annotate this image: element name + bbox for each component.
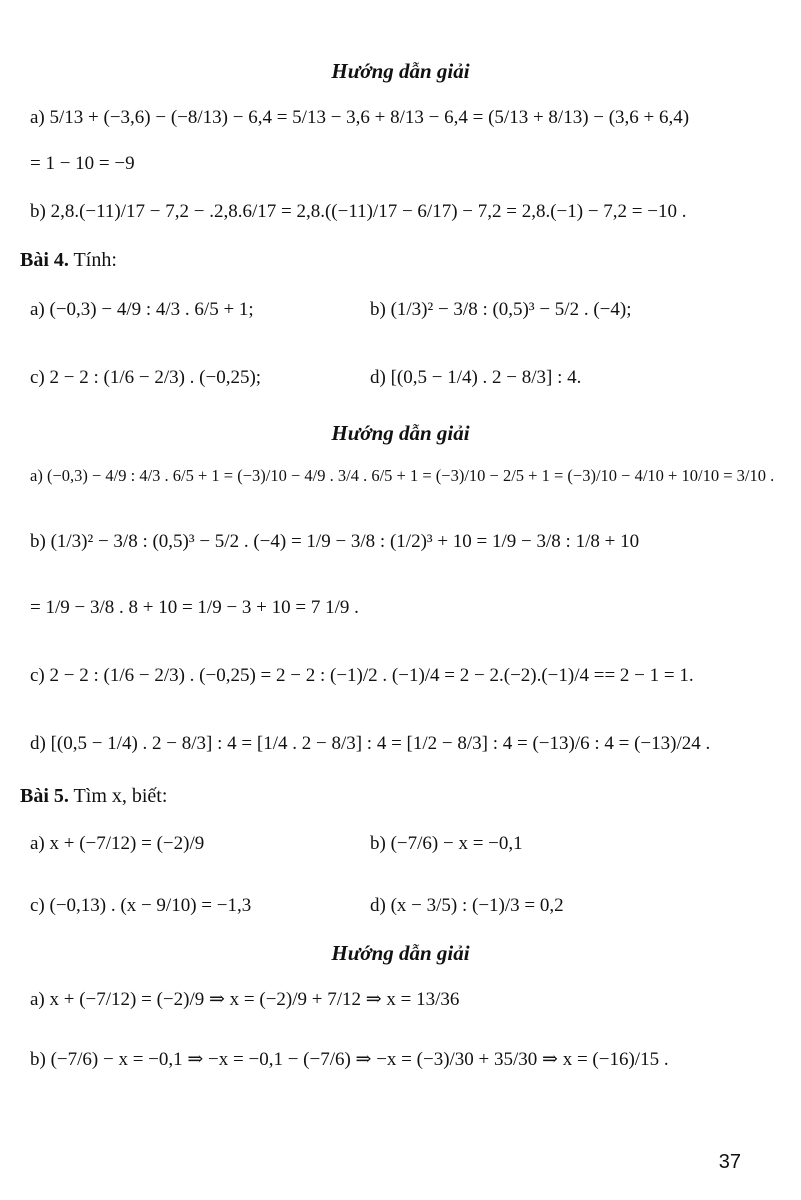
problem-5a: a) x + (−7/12) = (−2)/9 — [30, 833, 205, 854]
exercise-5-instruction: Tìm x, biết: — [68, 785, 168, 807]
solution-heading: Hướng dẫn giải — [331, 59, 470, 83]
solution-3b: b) 2,8.(−11)/17 − 7,2 − .2,8.6/17 = 2,8.((−11)/17 − 6/17) − 7,2 = 2,8.(−1) − 7,2 = −10 . — [30, 201, 687, 222]
solution-4b-line2: = 1/9 − 3/8 . 8 + 10 = 1/9 − 3 + 10 = 7 1/9 . — [30, 597, 359, 618]
solution-4b-line1: b) (1/3)² − 3/8 : (0,5)³ − 5/2 . (−4) = 1/9 − 3/8 : (1/2)³ + 10 = 1/9 − 3/8 : 1/8 + 10 — [30, 531, 640, 552]
exercise-4-label: Bài 4. — [20, 249, 69, 271]
problem-5d: d) (x − 3/5) : (−1)/3 = 0,2 — [370, 895, 564, 916]
problem-4d: d) [(0,5 − 1/4) . 2 − 8/3] : 4. — [370, 367, 582, 388]
solution-heading: Hướng dẫn giải — [331, 941, 470, 965]
problem-4b: b) (1/3)² − 3/8 : (0,5)³ − 5/2 . (−4); — [370, 299, 632, 320]
problem-5c: c) (−0,13) . (x − 9/10) = −1,3 — [30, 895, 252, 916]
page-number: 37 — [718, 1151, 741, 1173]
solution-4d: d) [(0,5 − 1/4) . 2 − 8/3] : 4 = [1/4 . 2 − 8/3] : 4 = [1/2 − 8/3] : 4 = (−13)/6 : 4 = (−13)/24 . — [30, 733, 711, 754]
solution-5a: a) x + (−7/12) = (−2)/9 ⇒ x = (−2)/9 + 7/12 ⇒ x = 13/36 — [30, 989, 460, 1010]
exercise-4-title — [20, 248, 117, 272]
solution-4a: a) (−0,3) − 4/9 : 4/3 . 6/5 + 1 = (−3)/10 − 4/9 . 3/4 . 6/5 + 1 = (−3)/10 − 2/5 + 1 = (−3)/10 − 4/10 + 10/10 = 3/10 . — [30, 466, 775, 485]
solution-heading: Hướng dẫn giải — [331, 421, 470, 445]
exercise-5-label: Bài 5. — [20, 785, 69, 807]
exercise-5-title — [20, 784, 167, 808]
solution-3a-line2: = 1 − 10 = −9 — [30, 153, 135, 174]
problem-4c: c) 2 − 2 : (1/6 − 2/3) . (−0,25); — [30, 367, 262, 388]
exercise-4-instruction: Tính: — [68, 249, 117, 271]
solution-4c: c) 2 − 2 : (1/6 − 2/3) . (−0,25) = 2 − 2 : (−1)/2 . (−1)/4 = 2 − 2.(−2).(−1)/4 == 2 − 1 = 1. — [30, 665, 694, 686]
solution-3a-line1: a) 5/13 + (−3,6) − (−8/13) − 6,4 = 5/13 − 3,6 + 8/13 − 6,4 = (5/13 + 8/13) − (3,6 + 6,4) — [30, 107, 690, 128]
problem-4a: a) (−0,3) − 4/9 : 4/3 . 6/5 + 1; — [30, 299, 254, 320]
problem-5b: b) (−7/6) − x = −0,1 — [370, 833, 523, 854]
solution-5b: b) (−7/6) − x = −0,1 ⇒ −x = −0,1 − (−7/6) ⇒ −x = (−3)/30 + 35/30 ⇒ x = (−16)/15 . — [30, 1049, 669, 1070]
